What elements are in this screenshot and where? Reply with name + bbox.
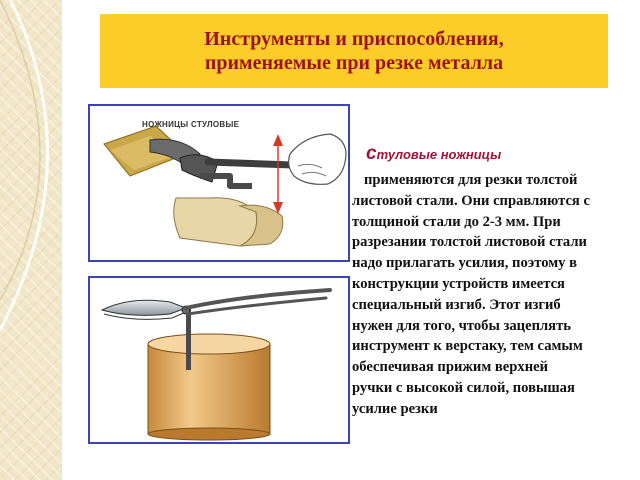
slide-title-line-1: Инструменты и приспособления, — [204, 28, 504, 50]
shears-image-label: НОЖНИЦЫ СТУЛОВЫЕ — [142, 120, 240, 129]
description-line: конструкции устройств имеется — [352, 275, 565, 292]
slide-title-box — [100, 14, 608, 88]
description-line: разрезании толстой листовой стали — [352, 234, 587, 251]
heading-initial: с — [366, 143, 377, 164]
shears-on-stump-illustration — [88, 276, 350, 444]
description-line: специальный изгиб. Этот изгиб — [352, 296, 561, 313]
bench-shears-illustration — [88, 104, 350, 262]
shears-stump-drawing — [90, 278, 348, 442]
description-text — [352, 170, 634, 420]
description-line: толщиной стали до 2-3 мм. При — [352, 213, 561, 230]
description-line: инструмент к верстаку, тем самым — [352, 338, 583, 355]
description-line: ручки с высокой силой, повышая — [352, 379, 575, 396]
description-line: листовой стали. Они справляются с — [352, 192, 590, 209]
description-line: применяются для резки толстой — [364, 172, 578, 188]
heading-rest: туловые ножницы — [376, 147, 502, 162]
description-line: усилие резки — [352, 400, 438, 417]
bench-shears-drawing — [90, 106, 348, 260]
section-heading — [366, 143, 501, 165]
description-line: надо прилагать усилия, поэтому в — [352, 255, 578, 272]
description-line: нужен для того, чтобы зацеплять — [352, 317, 571, 334]
slide-title-line-2: применяемые при резке металла — [204, 52, 504, 74]
description-line: обеспечивая прижим верхней — [352, 359, 548, 376]
